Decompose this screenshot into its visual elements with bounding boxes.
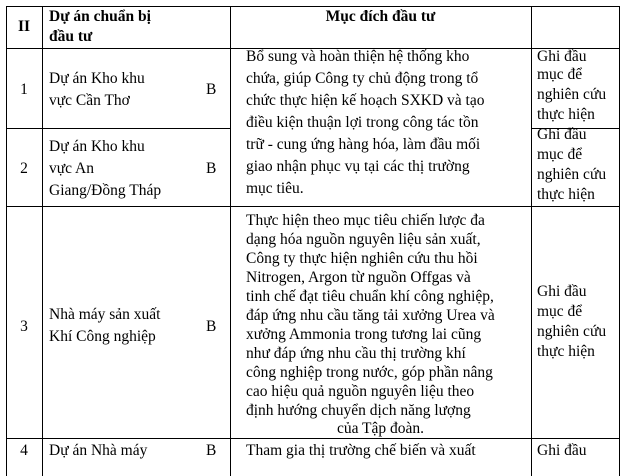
row-2-name-line-1: Dự án Kho khu [49,138,145,155]
header-number: II [17,18,31,35]
row-3-purpose-line-10: cao hiệu quả nguồn nguyên liệu theo [246,383,475,400]
row-2-note-line-1: Ghi đầu [537,126,587,143]
row-3-purpose-line-2: dạng hóa nguồn nguyên liệu sản xuất, [246,231,481,248]
row-1-purpose-line-6: giao nhận phục vụ tại các thị trường [246,158,470,175]
row-1-number: 1 [20,81,28,98]
column-divider-2 [230,6,231,476]
row-1-purpose-line-4: điều kiện thuận lợi trong công tác tồn [246,114,479,131]
row-3-purpose-line-9: công nghiệp trong nước, góp phần nâng [246,364,493,381]
table-left-border [6,6,7,476]
row-1-purpose-line-5: trữ - cung ứng hàng hóa, làm đầu mối [246,136,481,153]
row-1-purpose-line-2: chứa, giúp Công ty chủ động trong tổ [246,70,479,87]
row-3-purpose-line-11: định hướng chuyển dịch năng lượng [246,402,471,419]
column-divider-1 [42,6,43,476]
row-1-note-line-3: nghiên cứu [537,86,607,103]
row-2-number: 2 [20,160,28,177]
row-1-name-line-2: vực Cần Thơ [49,92,130,109]
row-1-purpose-line-3: chức thực hiện kế hoạch SXKD và tạo [246,92,485,109]
row-3-name-line-1: Nhà máy sản xuất [49,306,161,323]
row-2-note-line-3: nghiên cứu [537,166,607,183]
row-2-group: B [206,160,217,177]
row-3-purpose-line-5: tinh chế đạt tiêu chuẩn khí công nghiệp, [246,288,494,305]
row-3-purpose-line-7: xưởng Ammonia trong tương lai cũng [246,326,482,343]
row-2-name-line-3: Giang/Đồng Tháp [49,182,162,199]
row-2-note-line-2: mục để [537,146,583,163]
row-3-purpose-line-8: như đáp ứng nhu cầu thị trường khí [246,345,466,362]
row-1-group: B [206,81,217,98]
row-3-note-line-2: mục để [537,303,583,320]
row-3-purpose-line-3: Công ty thực hiện nghiên cứu thu hồi [246,250,478,267]
row-4-name-line-1: Dự án Nhà máy [49,442,148,459]
row-2-bottom-border [6,206,620,207]
row-3-purpose-line-1: Thực hiện theo mục tiêu chiến lược đa [246,212,485,229]
row-4-note-line-1: Ghi đầu [537,442,587,459]
header-purpose: Mục đích đầu tư [325,8,436,25]
row-2-note-line-4: thực hiện [537,186,595,203]
row-3-group: B [206,318,217,335]
row-3-number: 3 [20,318,28,335]
row-1-note-line-4: thực hiện [537,106,595,123]
row-1-name-line-1: Dự án Kho khu [49,70,145,87]
table-right-border [619,6,620,476]
row-3-name-line-2: Khí Công nghiệp [49,328,156,345]
row-2-name-line-2: vực An [49,160,94,177]
row-3-purpose-line-4: Nitrogen, Argon từ nguồn Offgas và [246,269,471,286]
investment-projects-table [6,6,620,476]
row-3-note-line-3: nghiên cứu [537,323,607,340]
row-3-purpose-line-12: của Tập đoàn. [336,420,425,437]
row-4-group: B [206,442,217,459]
row-1-bottom-border [6,128,230,129]
row-4-number: 4 [20,442,28,459]
row-1-purpose-line-7: mục tiêu. [246,180,304,197]
row-3-note-line-4: thực hiện [537,343,595,360]
column-divider-3 [531,6,532,476]
row-3-note-line-1: Ghi đầu [537,283,587,300]
row-1-purpose-line-1: Bổ sung và hoàn thiện hệ thống kho [246,48,470,65]
header-project-line-2: đầu tư [49,28,93,45]
row-3-purpose-line-6: đáp ứng nhu cầu tăng tải xưởng Urea và [246,307,495,324]
row-1-note-line-1: Ghi đầu [537,48,587,65]
header-project-line-1: Dự án chuẩn bị [49,8,151,25]
row-1-note-line-2: mục để [537,66,583,83]
row-4-purpose-line-1: Tham gia thị trường chế biến và xuất [246,442,476,459]
